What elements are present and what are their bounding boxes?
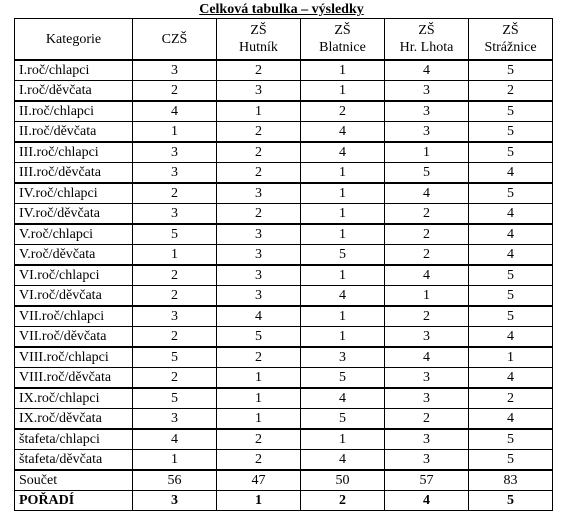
value-cell: 3 xyxy=(385,429,469,450)
table-row xyxy=(15,81,553,102)
value-cell: 3 xyxy=(133,306,217,327)
value-cell: 1 xyxy=(133,245,217,266)
value-cell: 5 xyxy=(133,347,217,368)
table-row xyxy=(15,163,553,184)
value-cell: 4 xyxy=(301,142,385,163)
value-cell: 3 xyxy=(385,450,469,471)
category-cell: III.roč/chlapci xyxy=(15,142,133,163)
category-cell: IV.roč/chlapci xyxy=(15,183,133,204)
value-cell: 4 xyxy=(469,409,553,430)
value-cell: 1 xyxy=(133,122,217,143)
value-cell: 1 xyxy=(217,101,301,122)
value-cell: 3 xyxy=(133,142,217,163)
value-cell: 4 xyxy=(469,163,553,184)
value-cell: 5 xyxy=(469,286,553,307)
value-cell: 4 xyxy=(469,245,553,266)
value-cell: 2 xyxy=(133,265,217,286)
table-row xyxy=(15,409,553,430)
value-cell: 5 xyxy=(469,183,553,204)
value-cell: 5 xyxy=(133,224,217,245)
value-cell: 5 xyxy=(301,245,385,266)
category-cell: štafeta/děvčata xyxy=(15,450,133,471)
category-cell: V.roč/děvčata xyxy=(15,245,133,266)
value-cell: 4 xyxy=(385,60,469,81)
value-cell: 1 xyxy=(301,224,385,245)
value-cell: 50 xyxy=(301,470,385,491)
value-cell: 1 xyxy=(301,183,385,204)
value-cell: 5 xyxy=(469,491,553,511)
category-cell: III.roč/děvčata xyxy=(15,163,133,184)
category-cell: IX.roč/chlapci xyxy=(15,388,133,409)
value-cell: 83 xyxy=(469,470,553,491)
value-cell: 3 xyxy=(133,204,217,225)
value-cell: 5 xyxy=(469,450,553,471)
value-cell: 4 xyxy=(385,491,469,511)
value-cell: 2 xyxy=(469,81,553,102)
value-cell: 2 xyxy=(217,429,301,450)
value-cell: 4 xyxy=(301,388,385,409)
value-cell: 3 xyxy=(385,81,469,102)
value-cell: 3 xyxy=(217,224,301,245)
value-cell: 2 xyxy=(217,163,301,184)
value-cell: 2 xyxy=(217,142,301,163)
value-cell: 3 xyxy=(217,265,301,286)
value-cell: 5 xyxy=(301,409,385,430)
category-cell: IV.roč/děvčata xyxy=(15,204,133,225)
value-cell: 1 xyxy=(301,60,385,81)
table-row xyxy=(15,347,553,368)
header-row xyxy=(15,19,553,61)
table-row xyxy=(15,306,553,327)
value-cell: 5 xyxy=(385,163,469,184)
value-cell: 3 xyxy=(385,122,469,143)
value-cell: 1 xyxy=(217,491,301,511)
value-cell: 3 xyxy=(385,368,469,389)
value-cell: 2 xyxy=(217,347,301,368)
value-cell: 3 xyxy=(217,183,301,204)
value-cell: 2 xyxy=(133,368,217,389)
value-cell: 3 xyxy=(133,409,217,430)
value-cell: 1 xyxy=(301,306,385,327)
category-cell: VI.roč/děvčata xyxy=(15,286,133,307)
table-row xyxy=(15,60,553,81)
value-cell: 3 xyxy=(385,101,469,122)
value-cell: 2 xyxy=(217,204,301,225)
value-cell: 2 xyxy=(133,286,217,307)
value-cell: 3 xyxy=(133,163,217,184)
value-cell: 2 xyxy=(133,327,217,348)
value-cell: 4 xyxy=(301,450,385,471)
value-cell: 3 xyxy=(301,347,385,368)
value-cell: 2 xyxy=(301,491,385,511)
table-row xyxy=(15,245,553,266)
header-czs: CZŠ xyxy=(133,19,217,61)
value-cell: 1 xyxy=(385,286,469,307)
value-cell: 1 xyxy=(301,265,385,286)
value-cell: 2 xyxy=(385,245,469,266)
value-cell: 3 xyxy=(133,491,217,511)
value-cell: 1 xyxy=(301,163,385,184)
category-cell: VI.roč/chlapci xyxy=(15,265,133,286)
table-row xyxy=(15,101,553,122)
category-cell: POŘADÍ xyxy=(15,491,133,511)
category-cell: II.roč/děvčata xyxy=(15,122,133,143)
value-cell: 4 xyxy=(301,122,385,143)
table-row xyxy=(15,183,553,204)
table-row xyxy=(15,450,553,471)
value-cell: 1 xyxy=(217,368,301,389)
value-cell: 5 xyxy=(469,122,553,143)
table-row xyxy=(15,368,553,389)
header-zs-straznice: ZŠ Strážnice xyxy=(469,19,553,61)
value-cell: 2 xyxy=(217,122,301,143)
category-cell: V.roč/chlapci xyxy=(15,224,133,245)
value-cell: 1 xyxy=(301,327,385,348)
header-zs-hutnik: ZŠ Hutník xyxy=(217,19,301,61)
value-cell: 2 xyxy=(133,81,217,102)
table-title: Celková tabulka – výsledky xyxy=(199,2,364,17)
value-cell: 5 xyxy=(469,60,553,81)
category-cell: VIII.roč/chlapci xyxy=(15,347,133,368)
category-cell: Součet xyxy=(15,470,133,491)
results-table xyxy=(14,18,553,511)
category-cell: I.roč/děvčata xyxy=(15,81,133,102)
value-cell: 5 xyxy=(469,142,553,163)
category-cell: IX.roč/děvčata xyxy=(15,409,133,430)
category-cell: VIII.roč/děvčata xyxy=(15,368,133,389)
value-cell: 4 xyxy=(469,204,553,225)
value-cell: 5 xyxy=(469,265,553,286)
value-cell: 1 xyxy=(217,409,301,430)
value-cell: 4 xyxy=(385,265,469,286)
value-cell: 2 xyxy=(385,204,469,225)
value-cell: 4 xyxy=(133,101,217,122)
value-cell: 4 xyxy=(469,224,553,245)
value-cell: 2 xyxy=(301,101,385,122)
table-row xyxy=(15,122,553,143)
value-cell: 4 xyxy=(133,429,217,450)
value-cell: 4 xyxy=(301,286,385,307)
value-cell: 5 xyxy=(301,368,385,389)
value-cell: 1 xyxy=(301,81,385,102)
category-cell: VII.roč/děvčata xyxy=(15,327,133,348)
category-cell: štafeta/chlapci xyxy=(15,429,133,450)
value-cell: 4 xyxy=(469,368,553,389)
header-zs-blatnice: ZŠ Blatnice xyxy=(301,19,385,61)
value-cell: 3 xyxy=(217,245,301,266)
value-cell: 1 xyxy=(217,388,301,409)
value-cell: 47 xyxy=(217,470,301,491)
value-cell: 5 xyxy=(469,429,553,450)
value-cell: 2 xyxy=(385,224,469,245)
value-cell: 5 xyxy=(217,327,301,348)
value-cell: 4 xyxy=(469,327,553,348)
category-cell: II.roč/chlapci xyxy=(15,101,133,122)
value-cell: 2 xyxy=(469,388,553,409)
value-cell: 1 xyxy=(133,450,217,471)
value-cell: 57 xyxy=(385,470,469,491)
value-cell: 1 xyxy=(301,429,385,450)
value-cell: 3 xyxy=(133,60,217,81)
table-row xyxy=(15,224,553,245)
category-cell: I.roč/chlapci xyxy=(15,60,133,81)
value-cell: 2 xyxy=(385,306,469,327)
table-row xyxy=(15,265,553,286)
value-cell: 2 xyxy=(217,450,301,471)
table-row xyxy=(15,327,553,348)
table-row xyxy=(15,204,553,225)
value-cell: 2 xyxy=(133,183,217,204)
value-cell: 4 xyxy=(385,347,469,368)
value-cell: 1 xyxy=(385,142,469,163)
table-row xyxy=(15,286,553,307)
value-cell: 3 xyxy=(217,81,301,102)
table-row xyxy=(15,429,553,450)
value-cell: 4 xyxy=(385,183,469,204)
header-zs-hr-lhota: ZŠ Hr. Lhota xyxy=(385,19,469,61)
value-cell: 3 xyxy=(217,286,301,307)
table-row xyxy=(15,142,553,163)
value-cell: 1 xyxy=(469,347,553,368)
table-row xyxy=(15,388,553,409)
value-cell: 56 xyxy=(133,470,217,491)
value-cell: 5 xyxy=(469,306,553,327)
value-cell: 3 xyxy=(385,327,469,348)
value-cell: 4 xyxy=(217,306,301,327)
value-cell: 3 xyxy=(385,388,469,409)
category-cell: VII.roč/chlapci xyxy=(15,306,133,327)
value-cell: 2 xyxy=(385,409,469,430)
header-kategorie: Kategorie xyxy=(15,19,133,61)
value-cell: 5 xyxy=(469,101,553,122)
value-cell: 2 xyxy=(217,60,301,81)
value-cell: 1 xyxy=(301,204,385,225)
rank-row xyxy=(15,491,553,511)
sum-row xyxy=(15,470,553,491)
value-cell: 5 xyxy=(133,388,217,409)
